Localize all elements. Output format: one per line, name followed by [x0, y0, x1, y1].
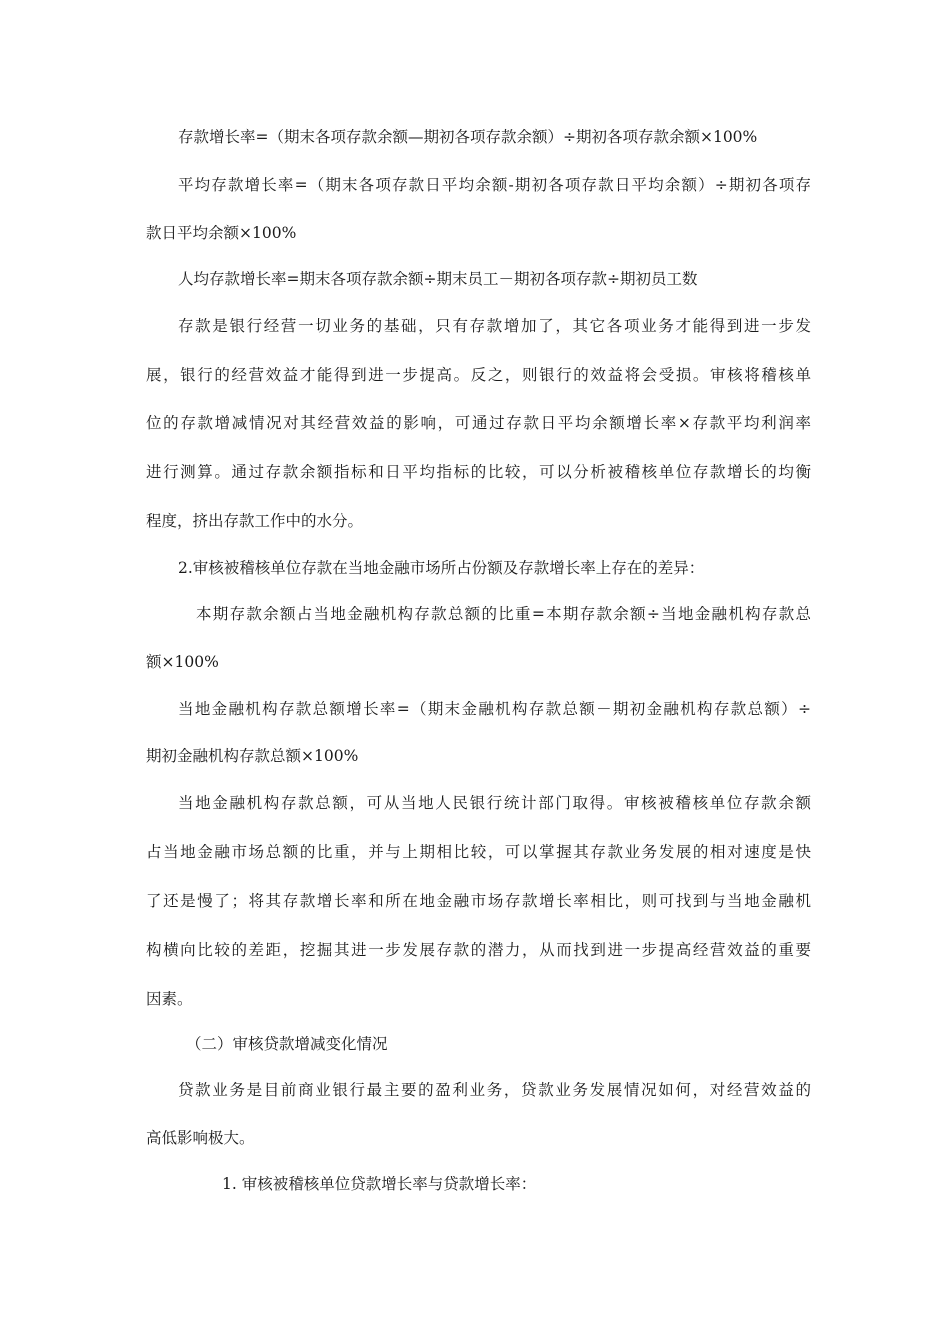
- paragraph-deposit-basis-line-3: 位的存款增减情况对其经营效益的影响，可通过存款日平均余额增长率×存款平均利润率: [146, 414, 811, 432]
- paragraph-deposit-basis-line-4: 进行测算。通过存款余额指标和日平均指标的比较，可以分析被稽核单位存款增长的均衡: [146, 463, 811, 481]
- formula-per-capita-deposit-growth-rate: 人均存款增长率=期末各项存款余额÷期末员工－期初各项存款÷期初员工数: [178, 270, 698, 288]
- paragraph-local-deposits-line-5: 因素。: [146, 990, 193, 1008]
- formula-market-share-ratio-cont: 额×100%: [146, 653, 219, 671]
- paragraph-deposit-basis-line-1: 存款是银行经营一切业务的基础，只有存款增加了，其它各项业务才能得到进一步发: [178, 317, 811, 335]
- section-heading-loans: （二）审核贷款增减变化情况: [186, 1035, 388, 1053]
- formula-average-deposit-growth-rate-cont: 款日平均余额×100%: [146, 224, 297, 242]
- subsection-heading-loan-growth: 1. 审核被稽核单位贷款增长率与贷款增长率：: [222, 1175, 537, 1193]
- paragraph-local-deposits-line-1: 当地金融机构存款总额，可从当地人民银行统计部门取得。审核被稽核单位存款余额: [178, 794, 811, 812]
- paragraph-loans-line-1: 贷款业务是目前商业银行最主要的盈利业务，贷款业务发展情况如何，对经营效益的: [178, 1081, 811, 1099]
- formula-average-deposit-growth-rate: 平均存款增长率=（期末各项存款日平均余额-期初各项存款日平均余额）÷期初各项存: [178, 176, 811, 194]
- formula-local-deposit-growth-rate: 当地金融机构存款总额增长率=（期末金融机构存款总额－期初金融机构存款总额）÷: [178, 700, 811, 718]
- paragraph-deposit-basis-line-2: 展，银行的经营效益才能得到进一步提高。反之，则银行的效益将会受损。审核将稽核单: [146, 366, 811, 384]
- formula-deposit-growth-rate: 存款增长率=（期末各项存款余额—期初各项存款余额）÷期初各项存款余额×100%: [178, 128, 758, 146]
- formula-local-deposit-growth-rate-cont: 期初金融机构存款总额×100%: [146, 747, 359, 765]
- paragraph-local-deposits-line-3: 了还是慢了；将其存款增长率和所在地金融市场存款增长率相比，则可找到与当地金融机: [146, 892, 811, 910]
- section-heading-market-share: 2.审核被稽核单位存款在当地金融市场所占份额及存款增长率上存在的差异：: [178, 559, 705, 577]
- paragraph-deposit-basis-line-5: 程度，挤出存款工作中的水分。: [146, 512, 364, 530]
- paragraph-local-deposits-line-2: 占当地金融市场总额的比重，并与上期相比较，可以掌握其存款业务发展的相对速度是快: [146, 843, 811, 861]
- paragraph-loans-line-2: 高低影响极大。: [146, 1129, 255, 1147]
- paragraph-local-deposits-line-4: 构横向比较的差距，挖掘其进一步发展存款的潜力，从而找到进一步提高经营效益的重要: [146, 941, 811, 959]
- formula-market-share-ratio: 本期存款余额占当地金融机构存款总额的比重=本期存款余额÷当地金融机构存款总: [196, 605, 811, 623]
